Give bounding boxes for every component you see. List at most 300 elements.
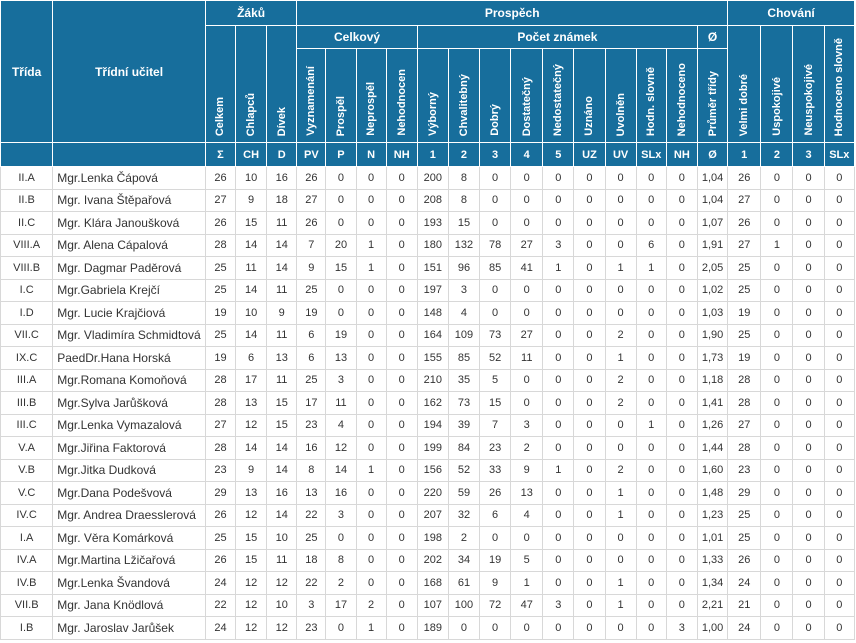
value-cell: 0 xyxy=(824,617,854,640)
symbol-cell: Ø xyxy=(697,143,727,167)
symbol-cell xyxy=(53,143,206,167)
value-cell: 6 xyxy=(236,347,267,370)
value-cell: 0 xyxy=(761,549,793,572)
col-header-celkem: Celkem xyxy=(205,26,235,143)
value-cell: 100 xyxy=(448,594,479,617)
symbol-cell: SLx xyxy=(824,143,854,167)
value-cell: 14 xyxy=(267,257,297,280)
value-cell: 1 xyxy=(605,482,636,505)
value-cell: 198 xyxy=(417,527,448,550)
value-cell: 0 xyxy=(574,234,605,257)
value-cell: 0 xyxy=(511,527,543,550)
value-cell: 189 xyxy=(417,617,448,640)
value-cell: 0 xyxy=(761,347,793,370)
value-cell: 25 xyxy=(205,257,235,280)
teacher-cell: Mgr. Jana Knödlová xyxy=(53,594,206,617)
value-cell: 0 xyxy=(574,302,605,325)
value-cell: 0 xyxy=(761,594,793,617)
value-cell: 0 xyxy=(356,482,386,505)
table-row xyxy=(1,369,855,392)
value-cell: 0 xyxy=(824,167,854,190)
value-cell: 0 xyxy=(448,617,479,640)
value-cell: 19 xyxy=(205,302,235,325)
value-cell: 0 xyxy=(543,347,574,370)
value-cell: 1 xyxy=(605,594,636,617)
value-cell: 0 xyxy=(356,437,386,460)
value-cell: 0 xyxy=(666,504,697,527)
value-cell: 1,91 xyxy=(697,234,727,257)
value-cell: 162 xyxy=(417,392,448,415)
value-cell: 15 xyxy=(267,392,297,415)
value-cell: 73 xyxy=(480,324,511,347)
value-cell: 0 xyxy=(761,527,793,550)
value-cell: 0 xyxy=(356,549,386,572)
value-cell: 12 xyxy=(236,594,267,617)
value-cell: 0 xyxy=(605,279,636,302)
value-cell: 0 xyxy=(824,504,854,527)
value-cell: 1,02 xyxy=(697,279,727,302)
value-cell: 0 xyxy=(386,414,417,437)
value-cell: 3 xyxy=(326,504,356,527)
teacher-cell: Mgr. Vladimíra Schmidtová xyxy=(53,324,206,347)
class-cell: II.B xyxy=(1,189,53,212)
col-header-prumer-tridy: Průměr třídy xyxy=(697,49,727,143)
value-cell: 0 xyxy=(386,504,417,527)
value-cell: 0 xyxy=(386,234,417,257)
value-cell: 22 xyxy=(205,594,235,617)
value-cell: 0 xyxy=(666,482,697,505)
symbol-cell: 2 xyxy=(761,143,793,167)
value-cell: 0 xyxy=(326,212,356,235)
value-cell: 0 xyxy=(480,167,511,190)
teacher-cell: Mgr. Dagmar Paděrová xyxy=(53,257,206,280)
value-cell: 0 xyxy=(666,324,697,347)
value-cell: 0 xyxy=(793,549,824,572)
value-cell: 5 xyxy=(480,369,511,392)
value-cell: 0 xyxy=(326,617,356,640)
value-cell: 0 xyxy=(666,347,697,370)
value-cell: 8 xyxy=(326,549,356,572)
col-header-divek: Dívek xyxy=(267,26,297,143)
value-cell: 19 xyxy=(205,347,235,370)
teacher-cell: Mgr. Věra Komárková xyxy=(53,527,206,550)
class-cell: IV.A xyxy=(1,549,53,572)
value-cell: 0 xyxy=(326,189,356,212)
value-cell: 9 xyxy=(267,302,297,325)
value-cell: 52 xyxy=(448,459,479,482)
value-cell: 15 xyxy=(480,392,511,415)
value-cell: 0 xyxy=(824,212,854,235)
value-cell: 0 xyxy=(574,369,605,392)
value-cell: 14 xyxy=(236,234,267,257)
table-row xyxy=(1,572,855,595)
value-cell: 107 xyxy=(417,594,448,617)
value-cell: 0 xyxy=(386,212,417,235)
value-cell: 0 xyxy=(543,167,574,190)
symbol-cell: NH xyxy=(666,143,697,167)
value-cell: 0 xyxy=(574,392,605,415)
value-cell: 0 xyxy=(761,189,793,212)
class-cell: VII.C xyxy=(1,324,53,347)
value-cell: 12 xyxy=(326,437,356,460)
value-cell: 11 xyxy=(511,347,543,370)
value-cell: 193 xyxy=(417,212,448,235)
value-cell: 0 xyxy=(386,482,417,505)
value-cell: 207 xyxy=(417,504,448,527)
value-cell: 1,34 xyxy=(697,572,727,595)
class-cell: I.C xyxy=(1,279,53,302)
value-cell: 16 xyxy=(297,437,326,460)
table-row xyxy=(1,482,855,505)
value-cell: 25 xyxy=(297,527,326,550)
value-cell: 1,26 xyxy=(697,414,727,437)
value-cell: 0 xyxy=(793,594,824,617)
value-cell: 0 xyxy=(386,549,417,572)
value-cell: 10 xyxy=(267,594,297,617)
value-cell: 0 xyxy=(824,257,854,280)
value-cell: 0 xyxy=(666,594,697,617)
value-cell: 0 xyxy=(605,437,636,460)
value-cell: 34 xyxy=(448,549,479,572)
value-cell: 0 xyxy=(666,302,697,325)
value-cell: 17 xyxy=(236,369,267,392)
value-cell: 0 xyxy=(605,414,636,437)
value-cell: 14 xyxy=(326,459,356,482)
class-cell: I.D xyxy=(1,302,53,325)
class-cell: VIII.B xyxy=(1,257,53,280)
value-cell: 0 xyxy=(793,189,824,212)
class-cell: I.B xyxy=(1,617,53,640)
symbol-cell: D xyxy=(267,143,297,167)
value-cell: 0 xyxy=(793,482,824,505)
value-cell: 9 xyxy=(511,459,543,482)
value-cell: 26 xyxy=(728,167,761,190)
value-cell: 16 xyxy=(267,482,297,505)
value-cell: 0 xyxy=(761,167,793,190)
value-cell: 0 xyxy=(793,437,824,460)
value-cell: 24 xyxy=(205,617,235,640)
value-cell: 0 xyxy=(824,234,854,257)
value-cell: 0 xyxy=(793,504,824,527)
value-cell: 14 xyxy=(236,279,267,302)
value-cell: 1 xyxy=(356,234,386,257)
value-cell: 27 xyxy=(511,324,543,347)
value-cell: 0 xyxy=(605,302,636,325)
value-cell: 0 xyxy=(761,257,793,280)
value-cell: 0 xyxy=(824,189,854,212)
value-cell: 1 xyxy=(605,347,636,370)
class-cell: V.A xyxy=(1,437,53,460)
class-cell: V.C xyxy=(1,482,53,505)
value-cell: 0 xyxy=(605,212,636,235)
table-row xyxy=(1,504,855,527)
value-cell: 1,01 xyxy=(697,527,727,550)
value-cell: 26 xyxy=(297,212,326,235)
value-cell: 0 xyxy=(386,459,417,482)
value-cell: 13 xyxy=(236,482,267,505)
value-cell: 208 xyxy=(417,189,448,212)
value-cell: 29 xyxy=(728,482,761,505)
value-cell: 26 xyxy=(297,167,326,190)
value-cell: 15 xyxy=(236,527,267,550)
table-row xyxy=(1,414,855,437)
symbol-cell: 4 xyxy=(511,143,543,167)
value-cell: 0 xyxy=(356,167,386,190)
value-cell: 0 xyxy=(824,482,854,505)
value-cell: 0 xyxy=(574,527,605,550)
value-cell: 27 xyxy=(511,234,543,257)
value-cell: 59 xyxy=(448,482,479,505)
value-cell: 0 xyxy=(386,167,417,190)
table-row xyxy=(1,594,855,617)
value-cell: 0 xyxy=(666,527,697,550)
value-cell: 23 xyxy=(297,617,326,640)
value-cell: 27 xyxy=(728,234,761,257)
value-cell: 1 xyxy=(511,572,543,595)
value-cell: 27 xyxy=(728,414,761,437)
value-cell: 20 xyxy=(326,234,356,257)
value-cell: 28 xyxy=(728,392,761,415)
symbol-cell: P xyxy=(326,143,356,167)
value-cell: 25 xyxy=(728,257,761,280)
value-cell: 0 xyxy=(761,212,793,235)
symbol-cell: UV xyxy=(605,143,636,167)
value-cell: 0 xyxy=(636,459,666,482)
value-cell: 4 xyxy=(448,302,479,325)
value-cell: 155 xyxy=(417,347,448,370)
value-cell: 0 xyxy=(543,369,574,392)
value-cell: 0 xyxy=(824,392,854,415)
value-cell: 29 xyxy=(205,482,235,505)
table-row xyxy=(1,302,855,325)
value-cell: 0 xyxy=(605,527,636,550)
value-cell: 0 xyxy=(356,212,386,235)
value-cell: 32 xyxy=(448,504,479,527)
value-cell: 0 xyxy=(666,549,697,572)
value-cell: 3 xyxy=(666,617,697,640)
value-cell: 0 xyxy=(824,437,854,460)
value-cell: 1 xyxy=(605,257,636,280)
value-cell: 1 xyxy=(356,459,386,482)
value-cell: 15 xyxy=(448,212,479,235)
value-cell: 0 xyxy=(761,504,793,527)
value-cell: 1 xyxy=(356,257,386,280)
class-cell: III.A xyxy=(1,369,53,392)
header-prumer-symbol: Ø xyxy=(697,26,727,49)
value-cell: 0 xyxy=(574,437,605,460)
value-cell: 0 xyxy=(386,392,417,415)
teacher-cell: PaedDr.Hana Horská xyxy=(53,347,206,370)
value-cell: 26 xyxy=(728,549,761,572)
value-cell: 11 xyxy=(267,279,297,302)
value-cell: 0 xyxy=(543,437,574,460)
symbol-cell: 3 xyxy=(793,143,824,167)
value-cell: 1,48 xyxy=(697,482,727,505)
value-cell: 0 xyxy=(636,617,666,640)
symbol-row xyxy=(1,143,855,167)
value-cell: 0 xyxy=(666,212,697,235)
value-cell: 28 xyxy=(205,392,235,415)
value-cell: 0 xyxy=(636,594,666,617)
value-cell: 0 xyxy=(824,527,854,550)
col-header-nedostatecny: Nedostatečný xyxy=(543,49,574,143)
value-cell: 0 xyxy=(793,234,824,257)
value-cell: 8 xyxy=(448,167,479,190)
value-cell: 47 xyxy=(511,594,543,617)
header-tridni-ucitel: Třídní učitel xyxy=(53,1,206,143)
value-cell: 0 xyxy=(605,617,636,640)
class-cell: IV.B xyxy=(1,572,53,595)
value-cell: 28 xyxy=(205,234,235,257)
value-cell: 24 xyxy=(728,572,761,595)
teacher-cell: Mgr. Andrea Draesslerová xyxy=(53,504,206,527)
value-cell: 6 xyxy=(636,234,666,257)
value-cell: 25 xyxy=(297,369,326,392)
symbol-cell: N xyxy=(356,143,386,167)
value-cell: 0 xyxy=(356,279,386,302)
value-cell: 1 xyxy=(605,504,636,527)
value-cell: 84 xyxy=(448,437,479,460)
value-cell: 1,07 xyxy=(697,212,727,235)
value-cell: 23 xyxy=(297,414,326,437)
value-cell: 210 xyxy=(417,369,448,392)
value-cell: 18 xyxy=(297,549,326,572)
value-cell: 202 xyxy=(417,549,448,572)
value-cell: 41 xyxy=(511,257,543,280)
value-cell: 151 xyxy=(417,257,448,280)
value-cell: 11 xyxy=(267,212,297,235)
teacher-cell: Mgr.Lenka Čápová xyxy=(53,167,206,190)
col-header-vyborny: Výborný xyxy=(417,49,448,143)
value-cell: 0 xyxy=(666,459,697,482)
table-header xyxy=(1,1,855,167)
value-cell: 0 xyxy=(636,302,666,325)
value-cell: 0 xyxy=(574,549,605,572)
teacher-cell: Mgr.Jiřina Faktorová xyxy=(53,437,206,460)
value-cell: 156 xyxy=(417,459,448,482)
value-cell: 0 xyxy=(543,572,574,595)
value-cell: 23 xyxy=(480,437,511,460)
value-cell: 0 xyxy=(480,279,511,302)
value-cell: 14 xyxy=(267,234,297,257)
symbol-cell: Σ xyxy=(205,143,235,167)
value-cell: 27 xyxy=(205,414,235,437)
value-cell: 0 xyxy=(824,302,854,325)
value-cell: 25 xyxy=(728,504,761,527)
header-trida: Třída xyxy=(1,1,53,143)
value-cell: 25 xyxy=(297,279,326,302)
teacher-cell: Mgr.Sylva Jarůšková xyxy=(53,392,206,415)
value-cell: 194 xyxy=(417,414,448,437)
value-cell: 0 xyxy=(574,414,605,437)
value-cell: 19 xyxy=(480,549,511,572)
value-cell: 3 xyxy=(326,369,356,392)
value-cell: 12 xyxy=(236,617,267,640)
value-cell: 1 xyxy=(761,234,793,257)
value-cell: 2 xyxy=(605,459,636,482)
value-cell: 0 xyxy=(605,167,636,190)
value-cell: 1,04 xyxy=(697,167,727,190)
value-cell: 0 xyxy=(636,549,666,572)
value-cell: 35 xyxy=(448,369,479,392)
teacher-cell: Mgr.Lenka Švandová xyxy=(53,572,206,595)
value-cell: 5 xyxy=(511,549,543,572)
value-cell: 1,60 xyxy=(697,459,727,482)
value-cell: 27 xyxy=(297,189,326,212)
table-row xyxy=(1,167,855,190)
value-cell: 109 xyxy=(448,324,479,347)
value-cell: 2 xyxy=(448,527,479,550)
value-cell: 2,21 xyxy=(697,594,727,617)
value-cell: 25 xyxy=(728,527,761,550)
value-cell: 14 xyxy=(267,504,297,527)
col-header-uvolnen: Uvolněn xyxy=(605,49,636,143)
value-cell: 0 xyxy=(543,549,574,572)
value-cell: 0 xyxy=(574,504,605,527)
value-cell: 0 xyxy=(511,617,543,640)
symbol-cell: 5 xyxy=(543,143,574,167)
table-row xyxy=(1,279,855,302)
value-cell: 0 xyxy=(793,414,824,437)
value-cell: 13 xyxy=(297,482,326,505)
value-cell: 0 xyxy=(636,482,666,505)
value-cell: 19 xyxy=(297,302,326,325)
value-cell: 0 xyxy=(480,527,511,550)
value-cell: 0 xyxy=(793,572,824,595)
value-cell: 0 xyxy=(636,392,666,415)
value-cell: 0 xyxy=(761,437,793,460)
value-cell: 0 xyxy=(636,189,666,212)
col-header-neprospel: Neprospěl xyxy=(356,49,386,143)
value-cell: 28 xyxy=(728,369,761,392)
value-cell: 2 xyxy=(356,594,386,617)
value-cell: 15 xyxy=(236,212,267,235)
value-cell: 23 xyxy=(205,459,235,482)
value-cell: 0 xyxy=(824,572,854,595)
value-cell: 25 xyxy=(728,279,761,302)
value-cell: 0 xyxy=(793,324,824,347)
value-cell: 0 xyxy=(356,414,386,437)
value-cell: 0 xyxy=(636,347,666,370)
teacher-cell: Mgr. Jaroslav Jarůšek xyxy=(53,617,206,640)
class-cell: III.C xyxy=(1,414,53,437)
value-cell: 0 xyxy=(636,324,666,347)
value-cell: 1,23 xyxy=(697,504,727,527)
value-cell: 1 xyxy=(543,459,574,482)
class-cell: VII.B xyxy=(1,594,53,617)
value-cell: 0 xyxy=(574,482,605,505)
value-cell: 0 xyxy=(543,189,574,212)
value-cell: 11 xyxy=(326,392,356,415)
value-cell: 2 xyxy=(605,369,636,392)
value-cell: 0 xyxy=(761,617,793,640)
value-cell: 0 xyxy=(543,279,574,302)
value-cell: 26 xyxy=(205,549,235,572)
teacher-cell: Mgr.Martina Lžičařová xyxy=(53,549,206,572)
col-header-neuspokojive: Neuspokojivé xyxy=(793,26,824,143)
value-cell: 0 xyxy=(356,369,386,392)
value-cell: 12 xyxy=(267,572,297,595)
value-cell: 0 xyxy=(793,279,824,302)
table-row xyxy=(1,527,855,550)
value-cell: 0 xyxy=(574,459,605,482)
value-cell: 9 xyxy=(297,257,326,280)
value-cell: 0 xyxy=(793,392,824,415)
value-cell: 17 xyxy=(326,594,356,617)
value-cell: 3 xyxy=(448,279,479,302)
value-cell: 6 xyxy=(297,347,326,370)
teacher-cell: Mgr. Klára Janoušková xyxy=(53,212,206,235)
